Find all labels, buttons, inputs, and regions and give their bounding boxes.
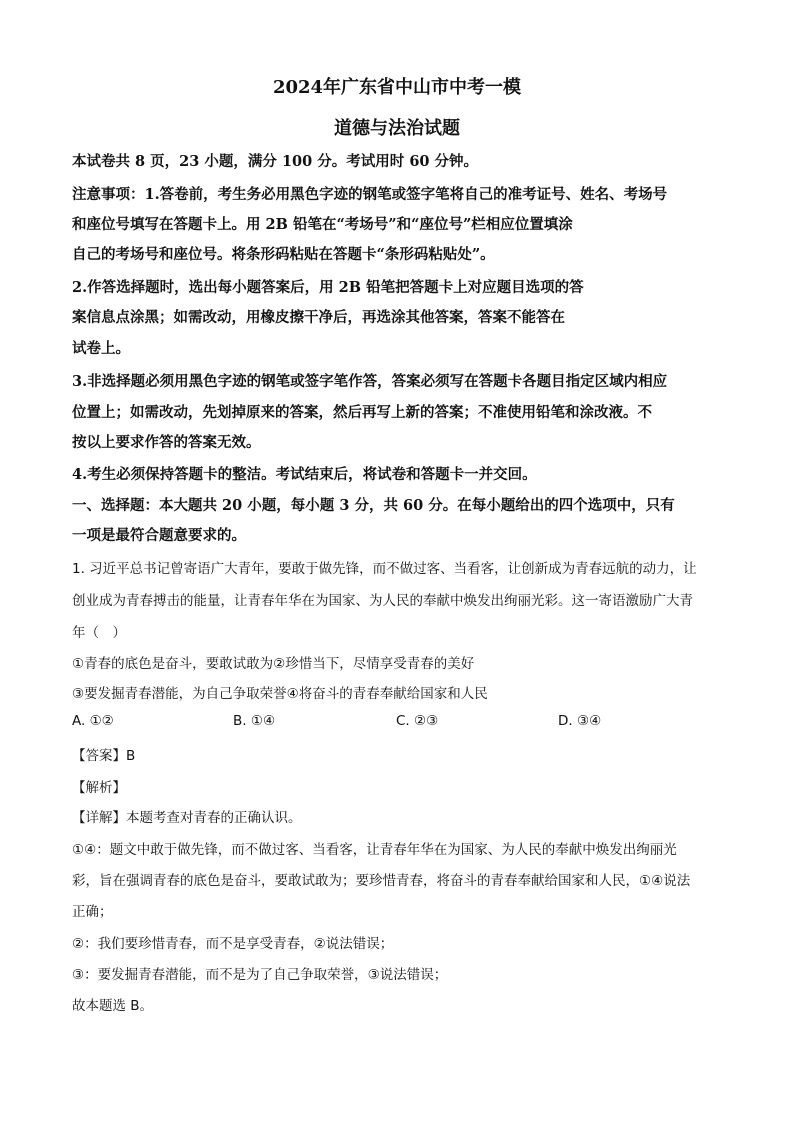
- instruction-line: 试卷上。: [72, 340, 130, 357]
- option-d: D. ③④: [558, 713, 602, 729]
- analysis-label: 【解析】: [72, 780, 126, 796]
- section-heading: 一、选择题：本大题共 20 小题，每小题 3 分，共 60 分。在每小题给出的四个选项中，只有: [72, 497, 675, 514]
- instruction-line: 案信息点涂黑；如需改动，用橡皮擦干净后，再选涂其他答案，答案不能答在: [72, 309, 565, 326]
- instruction-line: 和座位号填写在答题卡上。用 2B 铅笔在“考场号”和“座位号”栏相应位置填涂: [72, 216, 573, 233]
- question-statement: ①青春的底色是奋斗，要敢试敢为②珍惜当下，尽情享受青春的美好: [72, 656, 475, 672]
- answer-line: 【答案】B: [72, 748, 136, 764]
- exam-title: 2024年广东省中山市中考一模: [272, 77, 522, 98]
- explanation-line: ②：我们要珍惜青春，而不是享受青春，②说法错误；: [72, 936, 394, 952]
- instruction-line: 4.考生必须保持答题卡的整洁。考试结束后，将试卷和答题卡一并交回。: [72, 466, 537, 483]
- detail-line: 【详解】本题考查对青春的正确认识。: [72, 810, 302, 826]
- question-stem: 创业成为青春搏击的能量，让青春年华在为国家、为人民的奉献中焕发出绚丽光彩。这一寄语激励广大青: [72, 593, 693, 609]
- explanation-line: ①④：题文中敢于做先锋，而不做过客、当看客，让青春年华在为国家、为人民的奉献中焕发出绚丽光: [72, 842, 677, 858]
- question-statement: ③要发掘青春潜能，为自己争取荣誉④将奋斗的青春奉献给国家和人民: [72, 686, 488, 702]
- instruction-line: 自己的考场号和座位号。将条形码粘贴在答题卡“条形码粘贴处”。: [72, 246, 495, 263]
- exam-subtitle: 道德与法治试题: [334, 118, 460, 139]
- instruction-line: 注意事项：1.答卷前，考生务必用黑色字迹的钢笔或签字笔将自己的准考证号、姓名、考场号: [72, 186, 668, 203]
- option-a: A. ①②: [72, 713, 114, 729]
- instruction-line: 3.非选择题必须用黑色字迹的钢笔或签字笔作答，答案必须写在答题卡各题目指定区域内相应: [72, 373, 668, 390]
- explanation-line: 彩，旨在强调青春的底色是奋斗，要敢试敢为；要珍惜青春，将奋斗的青春奉献给国家和人民，①④说法: [72, 873, 691, 889]
- question-stem: 年（ ）: [72, 625, 126, 641]
- instruction-line: 位置上；如需改动，先划掉原来的答案，然后再写上新的答案；不准使用铅笔和涂改液。不: [72, 404, 652, 421]
- instruction-line: 本试卷共 8 页，23 小题，满分 100 分。考试用时 60 分钟。: [72, 153, 479, 170]
- instruction-line: 2.作答选择题时，选出每小题答案后，用 2B 铅笔把答题卡上对应题目选项的答: [72, 279, 584, 296]
- explanation-line: ③：要发掘青春潜能，而不是为了自己争取荣誉，③说法错误；: [72, 967, 448, 983]
- explanation-line: 正确；: [72, 904, 113, 920]
- option-c: C. ②③: [396, 713, 439, 729]
- question-stem: 1. 习近平总书记曾寄语广大青年，要敢于做先锋，而不做过客、当看客，让创新成为青春远航的动力，让: [72, 561, 697, 577]
- instruction-line: 按以上要求作答的答案无效。: [72, 434, 261, 451]
- section-heading: 一项是最符合题意要求的。: [72, 527, 246, 544]
- option-b: B. ①④: [233, 713, 276, 729]
- explanation-line: 故本题选 B。: [72, 998, 154, 1014]
